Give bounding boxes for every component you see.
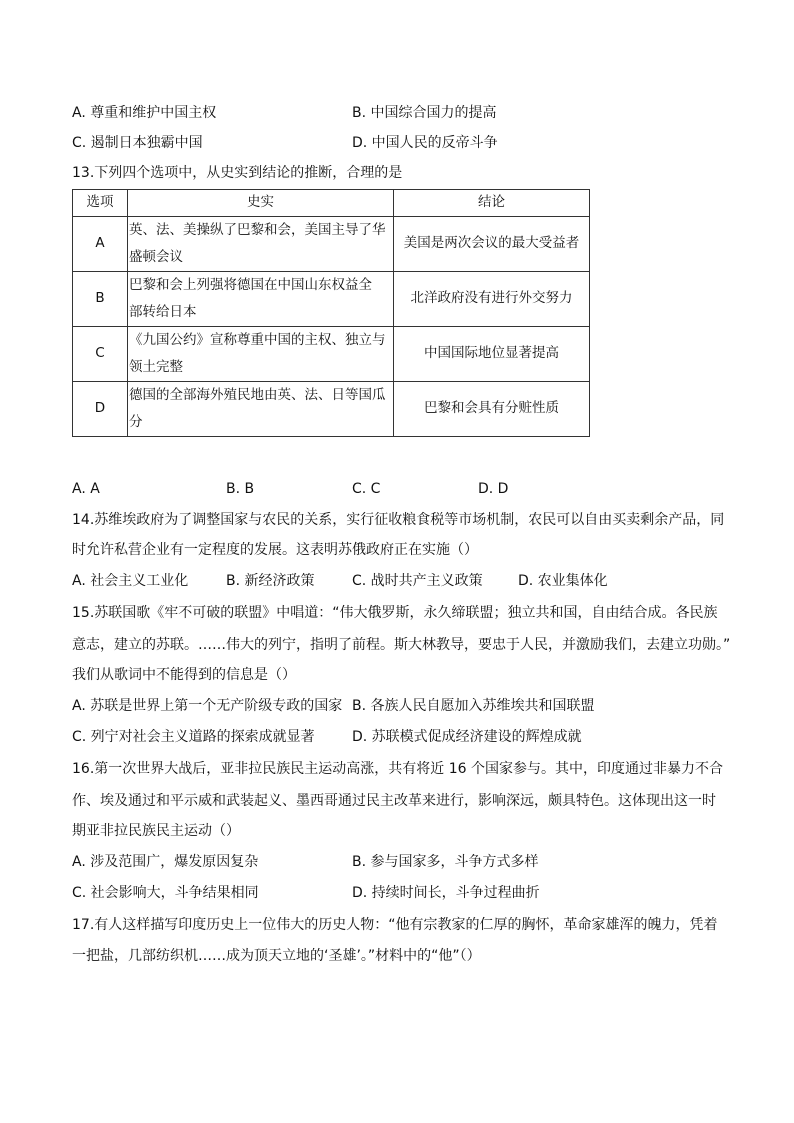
table-row xyxy=(73,382,590,437)
table-header-conclusion: 结论 xyxy=(394,190,590,217)
q14-option-a: A. 社会主义工业化 xyxy=(72,573,189,589)
fact-line: 领土完整 xyxy=(129,359,183,375)
q12-option-d: D. 中国人民的反帝斗争 xyxy=(352,135,498,151)
table-cell-conclusion: 中国国际地位显著提高 xyxy=(394,327,590,382)
table-cell-fact xyxy=(128,217,394,272)
table-header-fact: 史实 xyxy=(128,190,394,217)
table-cell-fact xyxy=(128,382,394,437)
q16-option-a: A. 涉及范围广，爆发原因复杂 xyxy=(72,854,259,870)
table-row xyxy=(73,327,590,382)
table-row xyxy=(73,217,590,272)
table-cell-fact xyxy=(128,327,394,382)
q17-stem-line2: 一把盐，几部纺织机……成为顶天立地的‘圣雄’。”材料中的“他”（） xyxy=(72,948,481,964)
q14-option-b: B. 新经济政策 xyxy=(226,573,315,589)
table-cell-conclusion: 美国是两次会议的最大受益者 xyxy=(394,217,590,272)
fact-line: 《九国公约》宣称尊重中国的主权、独立与 xyxy=(129,332,386,348)
q16-stem-line2: 作、埃及通过和平示威和武装起义、墨西哥通过民主改革来进行，影响深远，颇具特色。这体现出这一时 xyxy=(72,793,716,809)
q15-stem-line2: 意志，建立的苏联。……伟大的列宁，指明了前程。斯大林教导，要忠于人民，并激励我们，去建立功勋。” xyxy=(72,637,731,653)
fact-line: 巴黎和会上列强将德国在中国山东权益全 xyxy=(129,277,372,293)
q15-option-b: B. 各族人民自愿加入苏维埃共和国联盟 xyxy=(352,698,595,714)
q13-option-b: B. B xyxy=(226,481,255,497)
table-header-row xyxy=(73,190,590,217)
q16-option-d: D. 持续时间长，斗争过程曲折 xyxy=(352,885,540,901)
table-cell-fact xyxy=(128,272,394,327)
q13-stem: 13.下列四个选项中，从史实到结论的推断，合理的是 xyxy=(72,165,403,181)
fact-line: 部转给日本 xyxy=(129,304,197,320)
q15-stem-line3: 我们从歌词中不能得到的信息是（） xyxy=(72,667,296,683)
q14-stem-line1: 14.苏维埃政府为了调整国家与农民的关系，实行征收粮食税等市场机制，农民可以自由买卖剩余产品，同 xyxy=(72,512,725,528)
fact-line: 分 xyxy=(129,414,143,430)
table-cell-conclusion: 北洋政府没有进行外交努力 xyxy=(394,272,590,327)
q12-option-b: B. 中国综合国力的提高 xyxy=(352,105,497,121)
table-cell-option: C xyxy=(73,327,128,382)
table-cell-option: A xyxy=(73,217,128,272)
table-cell-option: B xyxy=(73,272,128,327)
fact-line: 盛顿会议 xyxy=(129,249,183,265)
q15-option-c: C. 列宁对社会主义道路的探索成就显著 xyxy=(72,729,315,745)
table-row xyxy=(73,272,590,327)
q15-option-d: D. 苏联模式促成经济建设的辉煌成就 xyxy=(352,729,582,745)
q13-option-c: C. C xyxy=(352,481,381,497)
q15-stem-line1: 15.苏联国歌《牢不可破的联盟》中唱道：“伟大俄罗斯，永久缔联盟；独立共和国，自由结合成。各民族 xyxy=(72,605,718,621)
table-cell-option: D xyxy=(73,382,128,437)
q17-stem-line1: 17.有人这样描写印度历史上一位伟大的历史人物：“他有宗教家的仁厚的胸怀，革命家雄浑的魄力，凭着 xyxy=(72,917,718,933)
q13-table xyxy=(72,189,590,437)
q16-option-b: B. 参与国家多，斗争方式多样 xyxy=(352,854,539,870)
fact-line: 英、法、美操纵了巴黎和会，美国主导了华 xyxy=(129,222,386,238)
fact-line: 德国的全部海外殖民地由英、法、日等国瓜 xyxy=(129,387,386,403)
q12-option-c: C. 遏制日本独霸中国 xyxy=(72,135,203,151)
q13-option-a: A. A xyxy=(72,481,100,497)
table-cell-conclusion: 巴黎和会具有分赃性质 xyxy=(394,382,590,437)
q15-option-a: A. 苏联是世界上第一个无产阶级专政的国家 xyxy=(72,698,343,714)
q16-option-c: C. 社会影响大，斗争结果相同 xyxy=(72,885,259,901)
q12-option-a: A. 尊重和维护中国主权 xyxy=(72,105,217,121)
q14-option-c: C. 战时共产主义政策 xyxy=(352,573,483,589)
q16-stem-line3: 期亚非拉民族民主运动（） xyxy=(72,823,240,839)
table-header-option: 选项 xyxy=(73,190,128,217)
q13-option-d: D. D xyxy=(478,481,509,497)
q14-option-d: D. 农业集体化 xyxy=(518,573,608,589)
q16-stem-line1: 16.第一次世界大战后，亚非拉民族民主运动高涨，共有将近 16 个国家参与。其中，印度通过非暴力不合 xyxy=(72,761,723,777)
q14-stem-line2: 时允许私营企业有一定程度的发展。这表明苏俄政府正在实施（） xyxy=(72,542,478,558)
